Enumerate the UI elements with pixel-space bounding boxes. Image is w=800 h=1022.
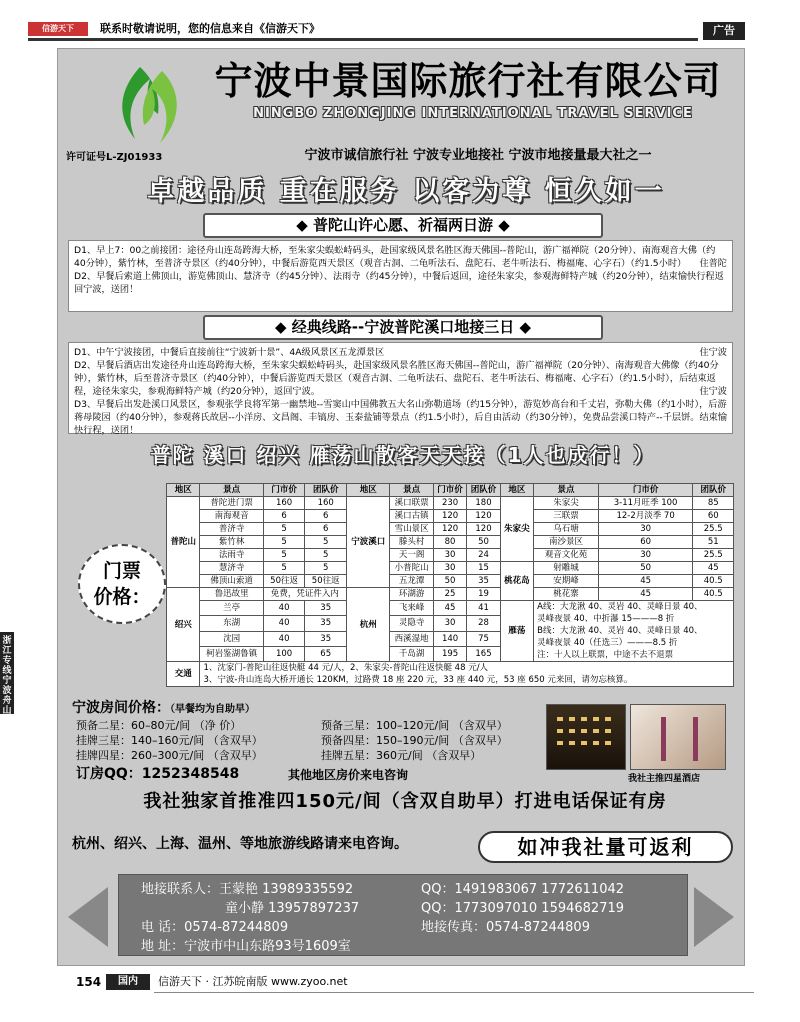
itinerary-day: D3、早餐后出发赴溪口风景区，参观张学良将军第一幽禁地--雪窦山中国佛教五大名山弥勒道场（约15分钟），游览妙高台和千丈岩，弥勒大佛（约1小时），后游蒋母陵园（约40分钟），参观蒋氏故居--小洋房、文昌阁、丰镐房、玉泰盐铺等景点（约1.5小时），后自由活动（约30分钟），免费品尝溪口特产--千层饼。结束愉快行程，送团！ — [74, 399, 728, 436]
ad-tag: 广告 — [703, 22, 745, 40]
route-title: ◆ 经典线路--宁波普陀溪口地接三日 ◆ — [203, 315, 603, 340]
table-row: 普济寺 5 6 雪山景区 120 120 乌石塘 30 25.5 — [167, 523, 734, 536]
hotel-price-title: 宁波房间价格：（早餐均为自助早） — [72, 700, 255, 716]
table-row: 沈园 40 35 西溪湿地 140 75 — [167, 631, 734, 646]
table-row: 南海观音 6 6 溪口古镇 120 120 三联票 12-2月淡季 70 60 — [167, 510, 734, 523]
booking-qq: 订房QQ：1252348548 — [76, 766, 240, 782]
hotel-exterior-photo — [546, 704, 626, 770]
table-row: 普陀山 普陀进门票 160 160 宁波溪口 溪口联票 230 180 朱家尖 朱家尖 3-11月旺季 100 85 — [167, 497, 734, 510]
itinerary-day: D1、早上7：00之前接团：途径舟山连岛跨海大桥，至朱家尖蜈蚣峙码头，赴国家级风景名胜区海天佛国--普陀山，游广福禅院（20分钟）、南海观音大佛（约40分钟），紫竹林，至普济寺景区（约40分钟），中餐后游览西天景区（观音古洞、二龟听法石、盘陀石、老牛听法石、梅福庵、心字石）（约1.5小时） 住普陀 — [74, 245, 727, 269]
side-tab: 浙江专线宁波舟山 — [0, 632, 14, 714]
footer-text: 信游天下 · 江苏皖南版 www.zyoo.net — [158, 975, 348, 988]
company-name: 宁波中景国际旅行社有限公司 — [214, 59, 722, 103]
top-rule — [28, 38, 698, 41]
itinerary-day: D2、早餐后酒店出发途径舟山连岛跨海大桥，至朱家尖蜈蚣峙码头，赴国家级风景名胜区海天佛国--普陀山，游广福禅院（20分钟）、南海观音大佛像（约40分钟），紫竹林，后至普济寺景区（约40分钟），中餐后游览西天景区（观音古洞、二龟听法石、盘陀石、老牛听法石、梅福庵、心字石）（约1.5小时），后结束返程，途径朱家尖，参观海鲜特产城（约20分钟），返回宁波。 住宁波 — [74, 360, 727, 397]
publisher-logo: 信游天下 — [28, 22, 88, 36]
transport-row: 交通 1、沈家门-普陀山往返快艇 44 元/人，2、朱家尖-普陀山往返快艇 48 元/人 3、宁波-舟山连岛大桥开通长 120KM，过路费 18 座 220 元，33 座 440 元，53 座 650 元来回，请勿忘核算。 — [167, 662, 734, 687]
exclusive-offer: 我社独家首推准四150元/间（含双自助早）打进电话保证有房 — [143, 791, 667, 812]
page-footer — [0, 970, 800, 994]
route-box — [68, 342, 733, 434]
table-row: 兰亭 40 35 飞来峰 45 41 雁荡 A线：大龙湫 40、灵岩 40、灵峰日景 40、 灵峰夜景 40、中折瀑 15———8 折 B线：大龙湫 40、灵岩 40、灵峰日景 40、 灵峰夜景 40（任选三）———8.5 折 注：十人以上联票，中途不去不退票 — [167, 601, 734, 616]
rebate-badge: 如冲我社量可返利 — [478, 831, 733, 863]
source-notice: 联系时敬请说明，您的信息来自《信游天下》 — [100, 22, 320, 35]
page-number: 154 — [76, 975, 102, 989]
table-row: 法雨寺 5 5 天一阁 30 24 观音文化苑 30 25.5 — [167, 549, 734, 562]
tagline: 宁波市诚信旅行社 宁波专业地接社 宁波市地接量最大社之一 — [304, 148, 652, 163]
arrow-right-icon — [694, 887, 734, 947]
ticket-price-badge: 门票 价格： — [78, 544, 166, 624]
company-name-en: NINGBO ZHONGJING INTERNATIONAL TRAVEL SERVICE — [253, 106, 693, 121]
license-number: 许可证号L-ZJ01933 — [66, 152, 163, 163]
table-row: 佛顶山索道 50往返 50往返 五龙潭 50 35 安期峰 45 40.5 — [167, 575, 734, 588]
itinerary-day: D2、早餐后索道上佛顶山，游览佛顶山、慧济寺（约45分钟）、法雨寺（约45分钟），中餐后返回，途径朱家尖，参观海鲜特产城（约20分钟），结束愉快行程返回宁波，送团！ — [74, 271, 724, 295]
itinerary-day: D1、中午宁波接团，中餐后直接前往“宁波新十景”、4A级风景区五龙潭景区 住宁波 — [74, 347, 727, 358]
other-region-note: 其他地区房价来电咨询 — [288, 768, 409, 782]
footer-rule — [154, 992, 754, 993]
table-header-row: 地区 景点 门市价 团队价 地区 景点 门市价 团队价 地区 景点 门市价 团队价 — [167, 484, 734, 497]
top-bar — [0, 0, 800, 44]
section-tag: 国内 — [106, 974, 150, 990]
table-row: 绍兴 鲁迅故里 免费，凭证件入内 杭州 环湖游 25 19 桃花寨 45 40.5 — [167, 588, 734, 601]
slogan: 卓越品质 重在服务 以客为尊 恒久如一 — [147, 176, 665, 207]
hotel-lobby-photo — [630, 704, 726, 770]
advertisement: 宁波中景国际旅行社有限公司 NINGBO ZHONGJING INTERNATIONAL TRAVEL SERVICE 许可证号L-ZJ01933 宁波市诚信旅行社 宁波专业地接社 宁波市地接量最大社之一 卓越品质 重在服务 以客为尊 恒久如一 ◆ 普陀山许心愿、祈福两日游 ◆ D1、早上7：00之前接团：途径舟山连岛跨海大桥，至朱家尖蜈蚣峙码头，赴国家级风景名胜区海天佛国--普陀山，游广福禅院（20分钟）、南海观音大佛（约40分钟），紫竹林，至普济寺景区（约40分钟），中餐后游览西天景区（观音古洞、二龟听法石、盘陀石、老牛听法石、梅福庵、心字石）（约1.5小时） 住普陀 D2、早餐后索道上佛顶山，游览佛顶山、慧济寺（约45分钟）、法雨寺（约45分钟），中餐后返回，途径朱家尖，参观海鲜特产城（约20分钟），结束愉快行程返回宁波，送团！ ◆ 经典线路--宁波普陀溪口地接三日 ◆ D1、中午宁波接团，中餐后直接前往“宁波新十景”、4A级风景区五龙潭景区 住宁波 D2、早餐后酒店出发途径舟山连岛跨海大桥，至朱家尖蜈蚣峙码头，赴国家级风景名胜区海天佛国--普陀山，游广福禅院（20分钟）、南海观音大佛像（约40分钟），紫竹林，后至普济寺景区（约40分钟），中餐后游览西天景区（观音古洞、二龟听法石、盘陀石、老牛听法石、梅福庵、心字石）（约1.5小时），后结束返程，途径朱家尖，参观海鲜特产城（约20分钟），返回宁波。 住宁波 D3、早餐后出发赴溪口风景区，参观张学良将军第一幽禁地--雪窦山中国佛教五大名山弥勒道场（约15分钟），游览妙高台和千丈岩，弥勒大佛（约1小时），后游蒋母陵园（约40分钟），参观蒋氏故居--小洋房、文昌阁、丰镐房、玉泰盐铺等景点（约1.5小时），后自由活动（约30分钟），免费品尝溪口特产--千层饼。结束愉快行程，送团！ 普陀 溪口 绍兴 雁荡山散客天天接（1人也成行！） 门票 价格： 地区 景点 门市价 团队价 地区 景点 门市价 团队价 地区 景点 门市价 团队价 普陀山 普陀进门票 160 160 宁波溪口 溪口联票 230 180 朱家尖 朱家尖 3-11月旺季 100 85 南海观音 6 6 溪口古镇 120 120 三联票 12-2月淡季 70 60 普济寺 5 6 雪山景区 120 120 乌石塘 30 25.5 紫竹林 5 5 滕头村 80 50 南沙景区 60 51 法雨寺 5 5 天一阁 30 24 观音文化苑 30 25.5 慧济寺 5 5 小普陀山 30 15 桃花岛 射雕城 50 45 佛顶山索道 50往返 50往返 五龙潭 50 35 安期峰 45 40.5 绍兴 鲁迅故里 免费，凭证件入内 杭州 环湖游 25 19 桃花寨 45 40.5 兰亭 40 35 飞来峰 45 41 雁荡 A线：大龙湫 40、灵岩 40、灵峰日景 40、 灵峰夜景 40、中折瀑 15———8 折 B线：大龙湫 40、灵岩 40、灵峰日景 40、 灵峰夜景 40（任选三）———8.5 折 注：十人以上联票，中途不去不退票 东湖 40 35 灵隐寺 30 28 沈园 40 35 西溪湿地 140 75 柯岩鉴湖鲁镇 100 65 千岛湖 195 165 交通 1、沈家门-普陀山往返快艇 44 元/人，2、朱家尖-普陀山往返快艇 48 元/人 3、宁波-舟山连岛大桥开通长 120KM，过路费 18 座 220 元，33 座 440 元，53 座 650 元来回，请勿忘核算。 宁波房间价格：（早餐均为自助早） 预备二星：60–80元/间 （净 价） 预备三星：100–120元/间 （含双早） 挂牌三星：140–160元/间 （含双早） 预备四星：150–190元/间 （含双早） 挂牌四星：260–300元/间 （含双早） 挂牌五星：360元/间 （含双早） 订房QQ：1252348548 其他地区房价来电咨询 我社主推四星酒店 我社独家首推准四150元/间（含双自助早）打进电话保证有房 杭州、绍兴、上海、温州、等地旅游线路请来电咨询。 如冲我社量可返利 地接联系人：王蒙艳 13989335592 童小静 13957897237 电 话：0574-87244809 地 址：宁波市中山东路93号1609室 QQ：1491983067 1772611042 QQ：1773097010 1594682719 地接传真：0574-87244809 — [57, 48, 745, 966]
table-row: 柯岩鉴湖鲁镇 100 65 千岛湖 195 165 — [167, 646, 734, 661]
route-box — [68, 240, 733, 312]
contact-box: 地接联系人：王蒙艳 13989335592 童小静 13957897237 电 话：0574-87244809 地 址：宁波市中山东路93号1609室 QQ：1491983067 1772611042 QQ：1773097010 1594682719 地接传真：0574-87244809 — [118, 874, 688, 956]
ticket-price-table — [166, 483, 734, 687]
green-flame-logo-icon — [110, 59, 188, 149]
table-row: 慧济寺 5 5 小普陀山 30 15 桃花岛 射雕城 50 45 — [167, 562, 734, 575]
table-row: 紫竹林 5 5 滕头村 80 50 南沙景区 60 51 — [167, 536, 734, 549]
daily-departure-banner: 普陀 溪口 绍兴 雁荡山散客天天接（1人也成行！） — [150, 443, 656, 467]
table-row: 东湖 40 35 灵隐寺 30 28 — [167, 616, 734, 631]
photo-caption: 我社主推四星酒店 — [628, 774, 701, 784]
consult-note: 杭州、绍兴、上海、温州、等地旅游线路请来电咨询。 — [72, 836, 408, 852]
arrow-left-icon — [68, 887, 108, 947]
route-title: ◆ 普陀山许心愿、祈福两日游 ◆ — [203, 213, 603, 238]
